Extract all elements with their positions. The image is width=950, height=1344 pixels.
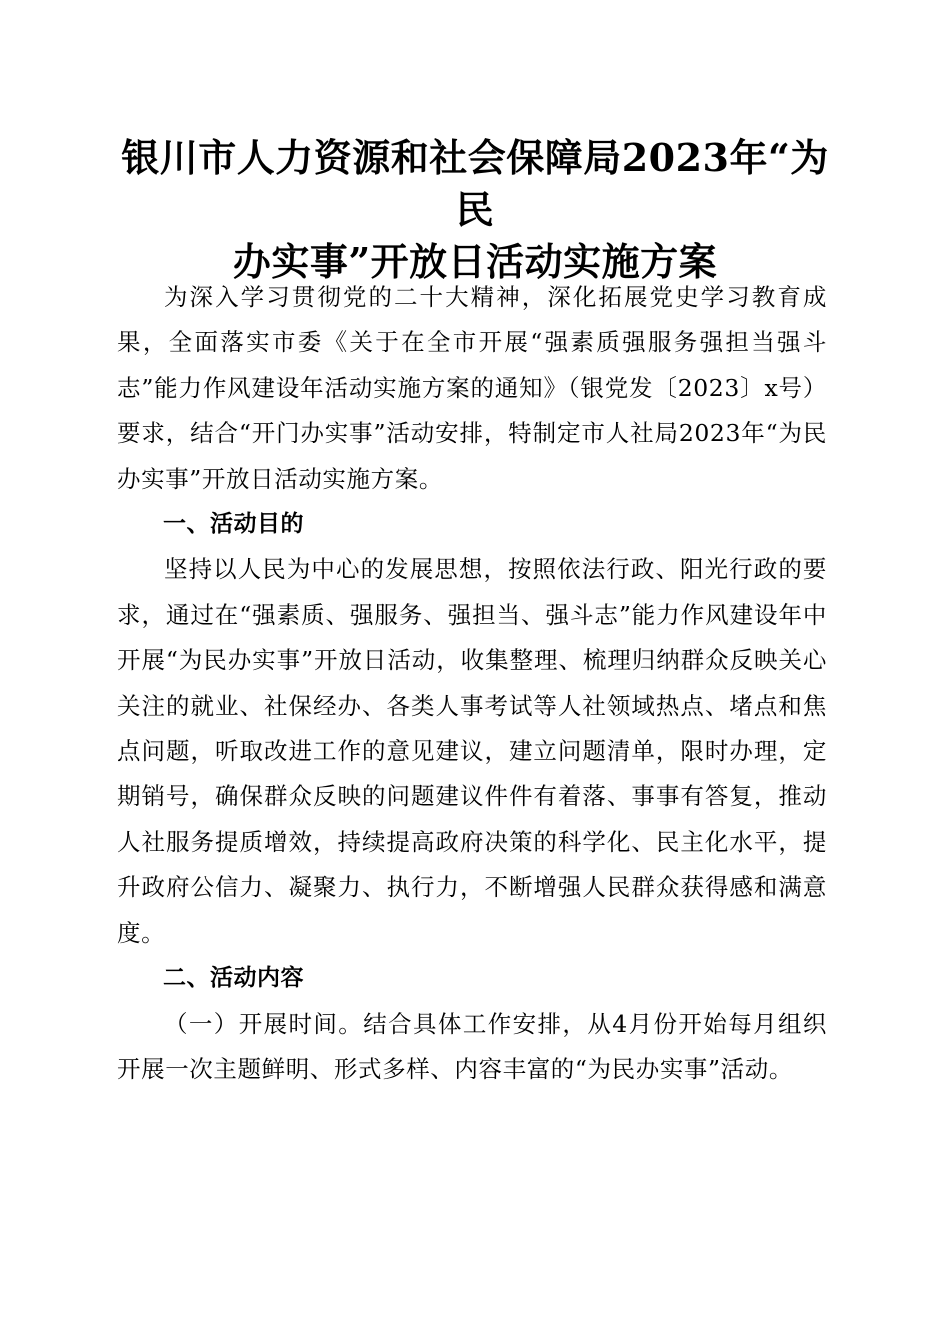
title-line-2: 办实事”开放日活动实施方案 (232, 239, 718, 284)
intro-paragraph: 为深入学习贯彻党的二十大精神，深化拓展党史学习教育成果，全面落实市委《关于在全市开展“强素质强服务强担当强斗志”能力作风建设年活动实施方案的通知》（银党发〔2023〕x号）要求，结合“开门办实事”活动安排，特制定市人社局2023年“为民办实事”开放日活动实施方案。 (117, 283, 827, 493)
document-title (110, 132, 840, 288)
section-2-item-1: （一）开展时间。结合具体工作安排，从4月份开始每月组织开展一次主题鲜明、形式多样、内容丰富的“为民办实事”活动。 (117, 1009, 827, 1083)
document-body (117, 275, 827, 1092)
section-2-heading: 二、活动内容 (163, 965, 304, 992)
section-1-heading: 一、活动目的 (163, 511, 304, 538)
title-line-1: 银川市人力资源和社会保障局2023年“为民 (121, 135, 829, 232)
section-1-paragraph: 坚持以人民为中心的发展思想，按照依法行政、阳光行政的要求，通过在“强素质、强服务、强担当、强斗志”能力作风建设年中开展“为民办实事”开放日活动，收集整理、梳理归纳群众反映关心关注的就业、社保经办、各类人事考试等人社领域热点、堵点和焦点问题，听取改进工作的意见建议，建立问题清单，限时办理，定期销号，确保群众反映的问题建议件件有着落、事事有答复，推动人社服务提质增效，持续提高政府决策的科学化、民主化水平，提升政府公信力、凝聚力、执行力，不断增强人民群众获得感和满意度。 (117, 555, 827, 947)
